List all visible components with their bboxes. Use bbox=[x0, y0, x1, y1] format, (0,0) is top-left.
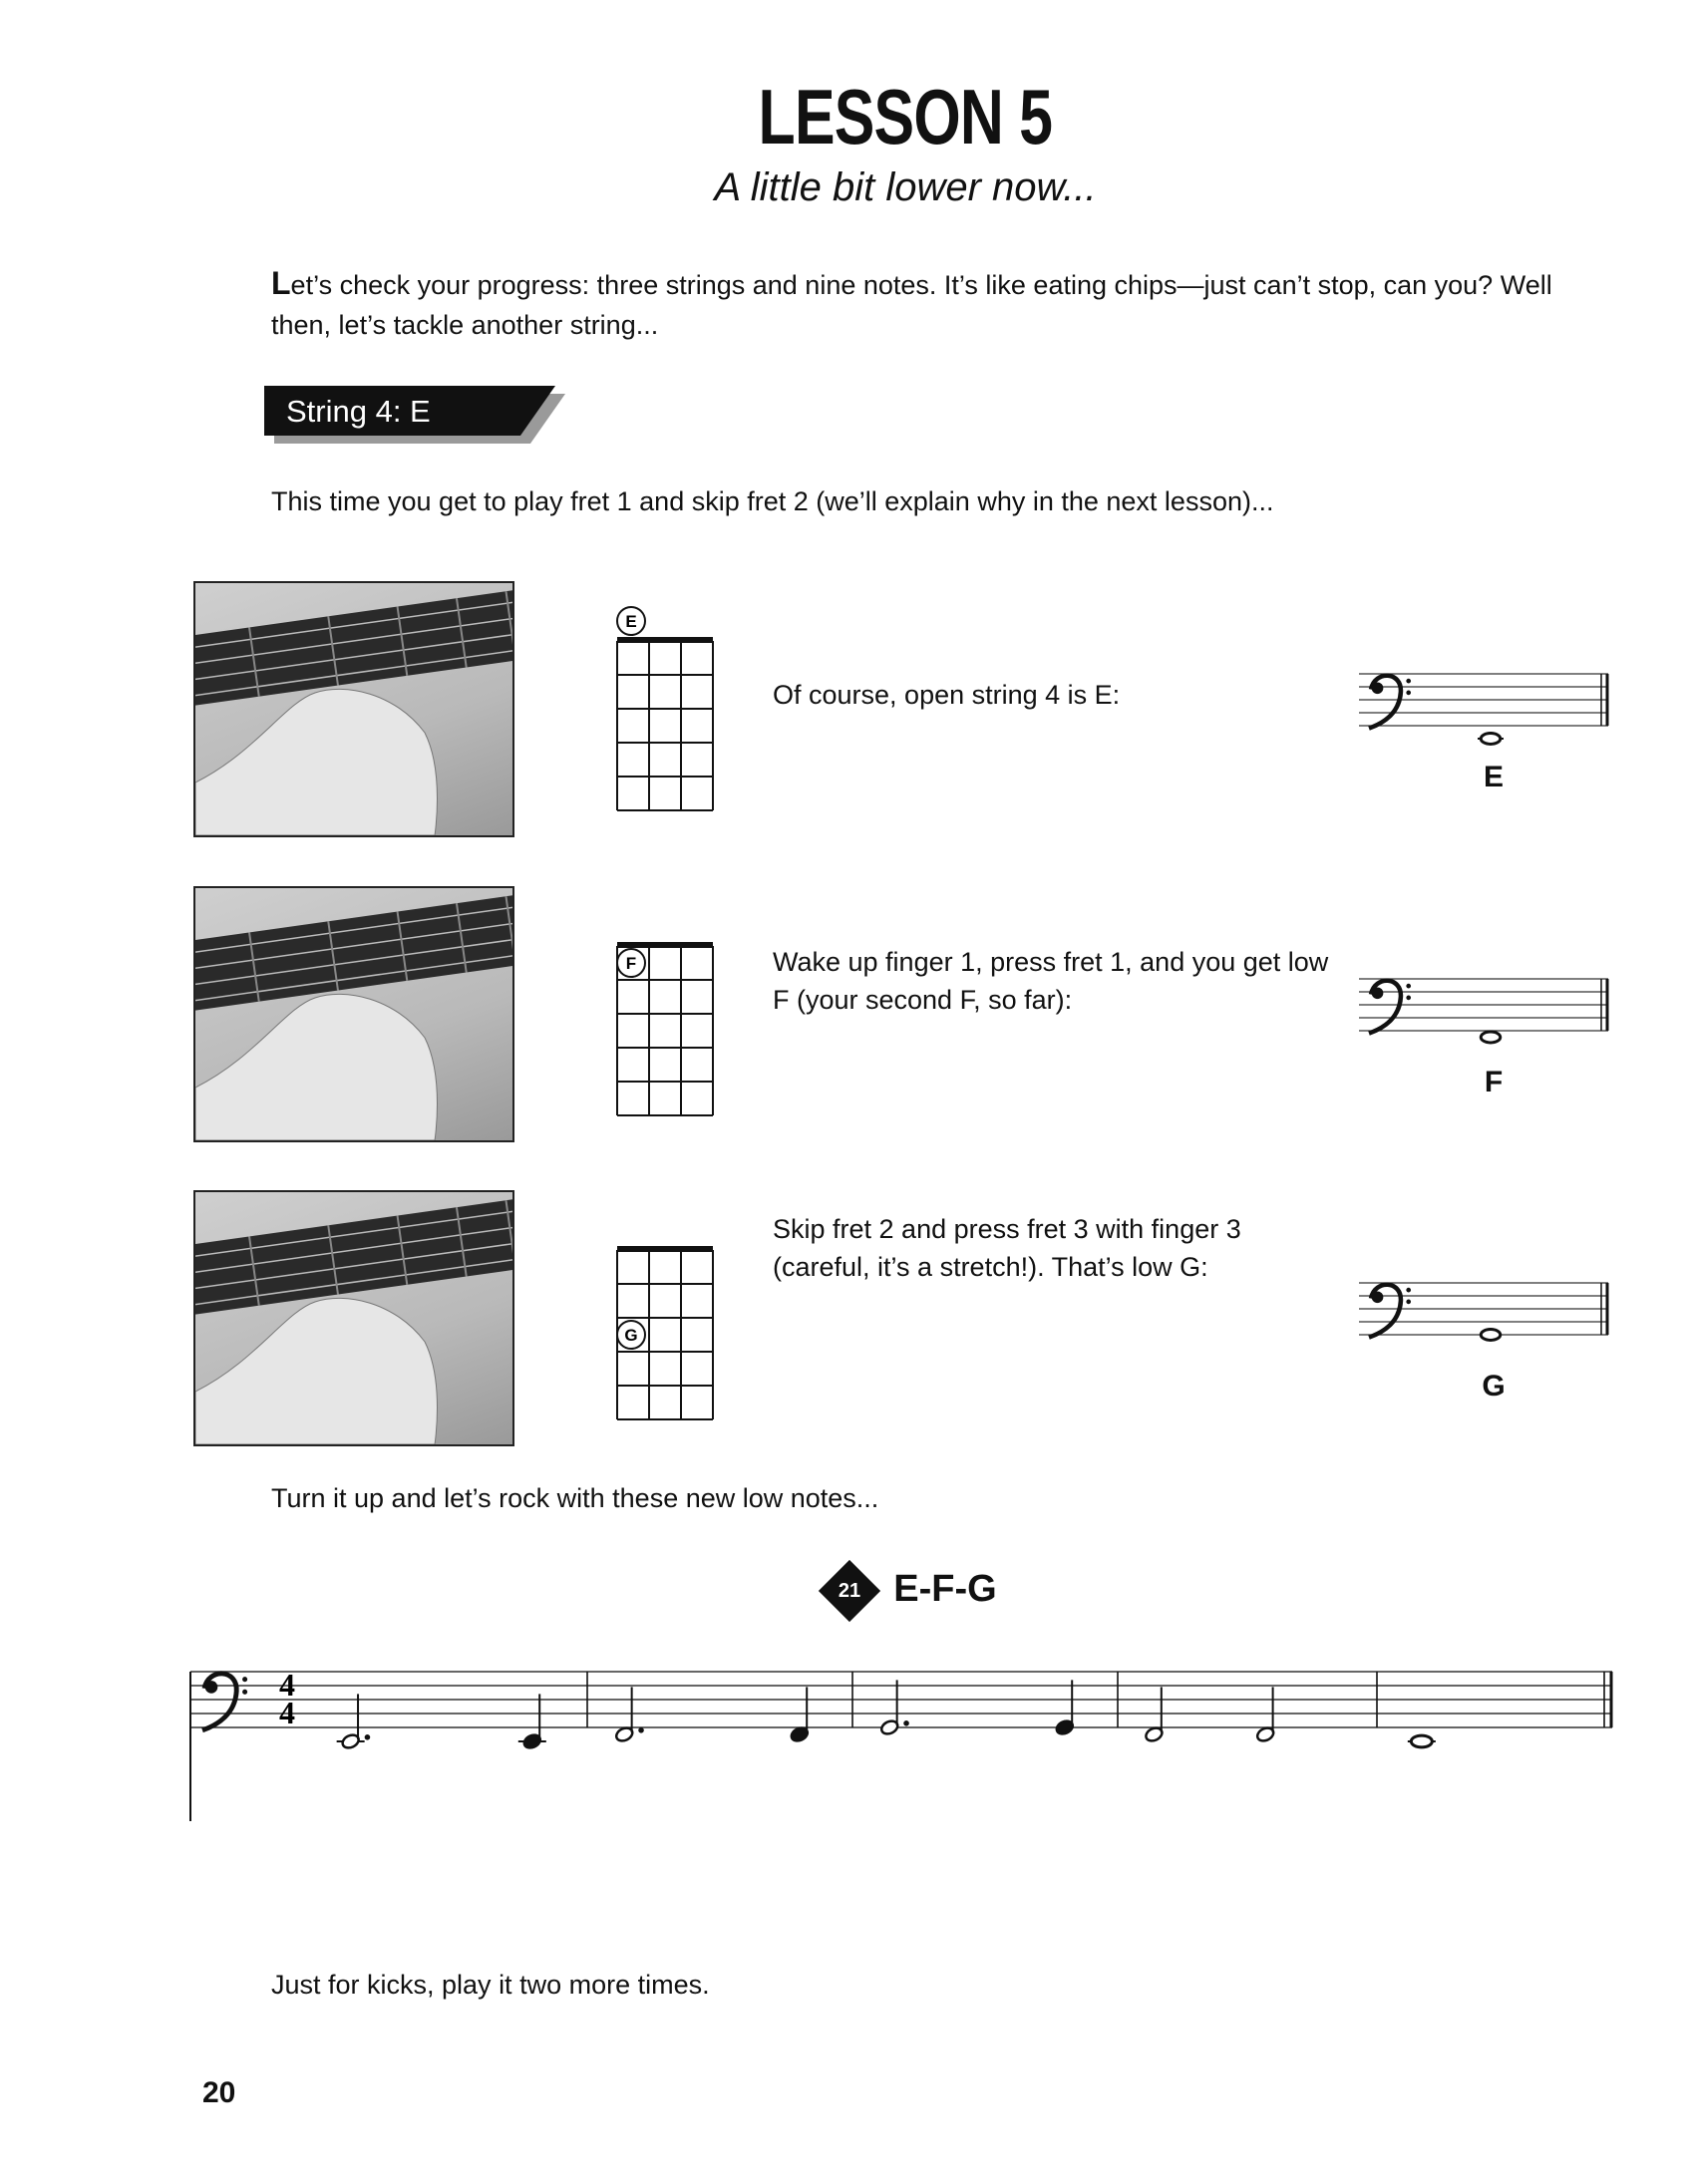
note-F-half bbox=[1255, 1687, 1275, 1742]
row-instruction: Of course, open string 4 is E: bbox=[773, 680, 1121, 710]
exercise-title: E-F-G bbox=[893, 1568, 997, 1610]
note-label: E bbox=[1483, 761, 1504, 793]
note-F-quarter bbox=[790, 1687, 810, 1742]
note-staff bbox=[1351, 1275, 1615, 1365]
fret-nut bbox=[617, 942, 713, 948]
bass-clef-icon bbox=[202, 1674, 247, 1730]
note-label: F bbox=[1484, 1066, 1504, 1098]
lesson-subtitle: A little bit lower now... bbox=[714, 165, 1097, 209]
bass-clef-icon bbox=[1369, 981, 1411, 1034]
lesson-title-wrap bbox=[123, 72, 1688, 162]
note-staff bbox=[1351, 666, 1615, 756]
note-F-dotted-half bbox=[614, 1687, 644, 1742]
row-instruction: Wake up finger 1, press fret 1, and you get low F (your second F, so far): bbox=[773, 947, 1329, 1015]
note-E-dotted-half bbox=[337, 1694, 371, 1749]
note-F-half bbox=[1144, 1687, 1164, 1742]
fret-diagram bbox=[613, 908, 723, 1137]
fret-diagram bbox=[613, 1212, 723, 1441]
exercise-heading bbox=[137, 1568, 1688, 1613]
track-number: 21 bbox=[839, 1579, 861, 1602]
note-E-whole bbox=[1408, 1735, 1436, 1747]
page-number: 20 bbox=[202, 2076, 236, 2109]
note-G-quarter bbox=[1055, 1680, 1075, 1735]
exercise-staff bbox=[184, 1635, 1630, 1824]
note-E-quarter bbox=[518, 1694, 546, 1749]
hand-photo bbox=[193, 581, 514, 837]
fret-nut bbox=[617, 637, 713, 643]
note-staff bbox=[1351, 971, 1615, 1061]
finger-marker-label: G bbox=[624, 1326, 638, 1345]
transition-text: Turn it up and let’s rock with these new low notes... bbox=[271, 1483, 879, 1513]
hand-photo bbox=[193, 1190, 514, 1446]
finger-marker-label: F bbox=[625, 954, 637, 973]
bass-clef-icon bbox=[1369, 676, 1411, 729]
banner-label: String 4: E bbox=[286, 394, 431, 429]
note-E-whole bbox=[1478, 734, 1504, 745]
intro-paragraph bbox=[271, 263, 1567, 345]
time-signature: 4 bbox=[279, 1667, 295, 1703]
intro-text: et’s check your progress: three strings and nine notes. It’s like eating chips—just can’t stop, can you? Well then, let’s tackle another string... bbox=[271, 270, 1552, 340]
section-text: This time you get to play fret 1 and skip fret 2 (we’ll explain why in the next lesson)... bbox=[271, 486, 1274, 516]
hand-photo bbox=[193, 886, 514, 1142]
track-badge bbox=[819, 1560, 880, 1622]
note-F-whole bbox=[1481, 1032, 1501, 1043]
time-signature: 4 bbox=[279, 1695, 295, 1730]
fret-nut bbox=[617, 1246, 713, 1252]
section-banner bbox=[264, 386, 573, 446]
footer-text: Just for kicks, play it two more times. bbox=[271, 1970, 710, 2000]
finger-marker-label: E bbox=[625, 612, 637, 631]
note-label: G bbox=[1482, 1370, 1506, 1403]
drop-letter: L bbox=[271, 265, 291, 301]
bass-clef-icon bbox=[1369, 1285, 1411, 1338]
row-instruction: Skip fret 2 and press fret 3 with finger 3 (careful, it’s a stretch!). That’s low G: bbox=[773, 1214, 1241, 1282]
note-G-whole bbox=[1481, 1330, 1501, 1341]
fret-diagram bbox=[613, 603, 723, 832]
lesson-title: LESSON 5 bbox=[758, 73, 1053, 160]
